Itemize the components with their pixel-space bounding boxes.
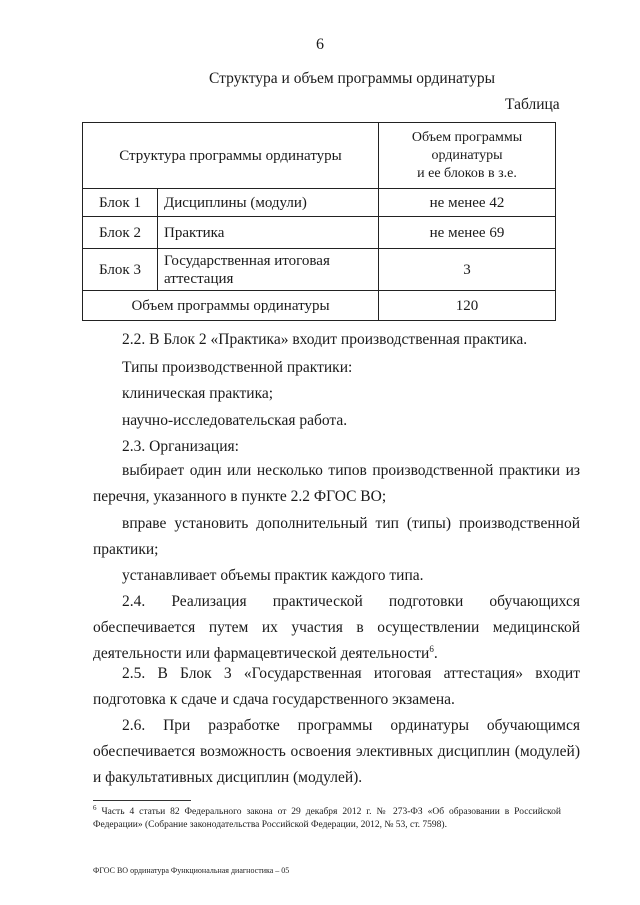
header-volume-line-2: ординатуры (431, 147, 503, 163)
block-cell: Блок 1 (83, 189, 158, 217)
section-title: Структура и объем программы ординатуры (209, 70, 495, 87)
list-item-research: научно-исследовательская работа. (122, 412, 348, 429)
footnote-divider (93, 800, 191, 801)
footnote-number: 6 (93, 803, 97, 812)
header-volume-line-1: Объем программы (411, 129, 523, 145)
list-item-additional-type: вправе установить дополнительный тип (типы) производственной практики; (93, 515, 580, 558)
block-name-cell: Дисциплины (модули) (158, 189, 379, 217)
paragraph-2-2: 2.2. В Блок 2 «Практика» входит производственная практика. (122, 331, 528, 348)
block-volume-cell: 3 (379, 249, 556, 291)
block-name-cell: Государственная итоговая аттестация (158, 249, 379, 291)
footnote (93, 803, 561, 832)
list-item-clinical: клиническая практика; (122, 385, 274, 402)
paragraph-2-5: 2.5. В Блок 3 «Государственная итоговая аттестация» входит подготовка к сдаче и сдача государственного экзамена. (93, 665, 580, 708)
block-volume-cell: не менее 69 (379, 217, 556, 249)
table-label: Таблица (505, 96, 560, 113)
table-header-row (83, 123, 556, 189)
page-number: 6 (316, 36, 324, 53)
header-volume-line-3: и ее блоков в з.е. (417, 165, 517, 181)
total-label-cell: Объем программы ординатуры (83, 291, 379, 321)
table-row (83, 249, 556, 291)
total-value-cell: 120 (379, 291, 556, 321)
paragraph-2-6: 2.6. При разработке программы ординатуры обучающимся обеспечивается возможность освоения элективных дисциплин (модулей) и факультативных дисциплин (модулей). (93, 717, 580, 786)
list-item-volumes: устанавливает объемы практик каждого типа. (122, 567, 424, 584)
table-row (83, 189, 556, 217)
block-cell: Блок 3 (83, 249, 158, 291)
table-row (83, 217, 556, 249)
block-name-cell: Практика (158, 217, 379, 249)
footnote-text: Часть 4 статьи 82 Федерального закона от 29 декабря 2012 г. № 273-ФЗ «Об образовании в Российской Федерации» (Собрание законодательства Российской Федерации, 2012, № 53, ст. 7598). (93, 807, 561, 830)
list-item-selects: выбирает один или несколько типов производственной практики из перечня, указанного в пункте 2.2 ФГОС ВО; (93, 462, 580, 505)
program-structure-table (82, 122, 556, 321)
table-total-row (83, 291, 556, 321)
page-footer: ФГОС ВО ординатура Функциональная диагностика – 05 (93, 866, 290, 875)
header-structure-cell: Структура программы ординатуры (83, 123, 379, 189)
block-cell: Блок 2 (83, 217, 158, 249)
paragraph-practice-types: Типы производственной практики: (122, 359, 353, 376)
paragraph-2-4: 2.4. Реализация практической подготовки обучающихся обеспечивается путем их участия в осуществлении медицинской деятельности или фармацевтической деятельности$^6$. (93, 593, 580, 662)
block-volume-cell: не менее 42 (379, 189, 556, 217)
footnote-ref: 6 (429, 643, 434, 654)
paragraph-2-3: 2.3. Организация: (122, 438, 239, 455)
header-volume-cell (379, 123, 556, 189)
paragraph-2-4-text: 2.4. Реализация практической подготовки обучающихся обеспечивается путем их участия в осуществлении медицинской деятельности или фармацевтической деятельности (93, 593, 580, 662)
